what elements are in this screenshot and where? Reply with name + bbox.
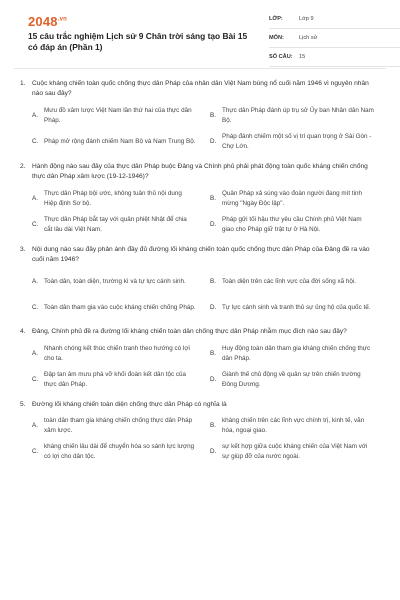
answer-letter: C. (32, 220, 39, 228)
question-number: 3. (20, 245, 26, 253)
site-logo[interactable] (28, 14, 67, 29)
answer-text: Giành thế chủ động về quân sự trên chiến trường Đông Dương. (222, 371, 361, 388)
question-text: Đảng, Chính phủ đề ra đường lối kháng chiến toàn dân chống thực dân Pháp nhằm mục đích nào sau đây? (32, 328, 347, 336)
answer-option-a[interactable] (32, 415, 202, 437)
answer-text: Toàn dân, toàn diện, trường kì và tự lực cánh sinh. (44, 277, 186, 285)
page-title: 15 câu trắc nghiệm Lịch sử 9 Chân trời sáng tạo Bài 15 có đáp án (Phần 1) (28, 31, 248, 52)
meta-info (269, 10, 400, 67)
answer-grid (32, 188, 380, 236)
answer-text: Toàn diện trên các lĩnh vực của đời sống xã hội. (222, 277, 357, 285)
answer-text: Tự lực cánh sinh và tranh thủ sự ủng hộ của quốc tế. (222, 303, 371, 311)
answer-letter: B. (210, 194, 216, 202)
answer-option-c[interactable] (32, 369, 202, 391)
answer-option-b[interactable] (210, 415, 380, 437)
meta-label: LỚP: (269, 16, 283, 22)
meta-value: Lớp 9 (299, 16, 314, 22)
answer-option-a[interactable] (32, 105, 202, 127)
question-5 (20, 400, 380, 463)
answer-text: Thực dân Pháp đánh úp trụ sở Ủy ban Nhân dân Nam Bộ. (222, 107, 374, 124)
answer-text: sự kết hợp giữa cuộc kháng chiến của Việt Nam với sự giúp đỡ của nước ngoài. (222, 443, 368, 461)
answer-letter: D. (210, 220, 217, 228)
meta-value: Lịch sử (299, 35, 318, 41)
answer-option-d[interactable] (210, 369, 380, 391)
logo-text: 2048 (28, 14, 58, 29)
question-2 (20, 162, 380, 236)
question-stem (20, 245, 380, 266)
answer-option-a[interactable] (32, 343, 202, 365)
meta-row-subject (269, 29, 400, 48)
question-stem (20, 79, 380, 100)
question-stem (20, 162, 380, 183)
answer-option-c[interactable] (32, 131, 202, 153)
answer-option-d[interactable] (210, 131, 380, 153)
answer-grid (32, 343, 380, 391)
answer-text: Đập tan âm mưu phá vỡ khối đoàn kết dân tộc của thực dân Pháp. (44, 371, 187, 388)
answer-text: Pháp mở rộng đánh chiếm Nam Bộ và Nam Trung Bộ. (44, 137, 196, 145)
answer-option-b[interactable] (210, 105, 380, 127)
answer-option-b[interactable] (210, 188, 380, 210)
answer-letter: C. (32, 448, 39, 456)
answer-text: Mưu đồ xâm lược Việt Nam lần thứ hai của thực dân Pháp. (44, 107, 192, 124)
question-1 (20, 79, 380, 153)
question-list (14, 69, 386, 463)
answer-letter: A. (32, 194, 38, 202)
answer-text: Thực dân Pháp bội ước, không tuân thủ nội dung Hiệp định Sơ bộ. (44, 189, 182, 207)
question-number: 5. (20, 400, 26, 408)
answer-text: Huy động toàn dân tham gia kháng chiến chống thực dân Pháp. (222, 345, 371, 362)
answer-option-d[interactable] (210, 214, 380, 236)
answer-text: Quân Pháp xả súng vào đoàn người đang mít tinh mừng "Ngày Độc lập". (222, 189, 362, 207)
answer-option-a[interactable] (32, 188, 202, 210)
meta-value: 15 (299, 54, 306, 60)
question-4 (20, 327, 380, 390)
answer-option-c[interactable] (32, 214, 202, 236)
answer-text: Nhanh chóng kết thúc chiến tranh theo hướng có lợi cho ta. (44, 345, 190, 362)
answer-option-b[interactable] (210, 270, 380, 292)
answer-letter: D. (210, 448, 217, 456)
answer-letter: D. (210, 137, 217, 145)
answer-text: Toàn dân tham gia vào cuộc kháng chiến chống Pháp. (44, 303, 196, 311)
answer-grid (32, 415, 380, 463)
answer-option-d[interactable] (210, 296, 380, 318)
logo-domain: .vn (57, 16, 68, 23)
answer-letter: D. (210, 303, 217, 311)
answer-letter: B. (210, 422, 216, 430)
answer-letter: B. (210, 277, 216, 285)
meta-label: SỐ CÂU: (269, 54, 293, 60)
question-number: 2. (20, 162, 26, 170)
meta-row-count (269, 48, 400, 67)
answer-option-a[interactable] (32, 270, 202, 292)
answer-text: kháng chiến lâu dài để chuyển hóa so sánh lực lượng có lợi cho dân tộc. (44, 443, 195, 461)
answer-option-c[interactable] (32, 441, 202, 463)
question-stem (20, 327, 380, 337)
answer-option-b[interactable] (210, 343, 380, 365)
answer-letter: A. (32, 277, 38, 285)
question-number: 4. (20, 328, 26, 336)
header (14, 0, 386, 62)
answer-text: toàn dân tham gia kháng chiến chống thực dân Pháp xâm lược. (44, 417, 193, 435)
meta-row-class (269, 10, 400, 29)
answer-option-d[interactable] (210, 441, 380, 463)
answer-option-c[interactable] (32, 296, 202, 318)
answer-text: kháng chiến trên các lĩnh vực chính trị, kinh tế, văn hóa, ngoại giao. (222, 417, 365, 435)
answer-letter: A. (32, 349, 38, 357)
answer-text: Pháp gửi tối hậu thư yêu cầu Chính phủ Việt Nam giao cho Pháp giữ trật tự ở Hà Nội. (222, 215, 362, 233)
answer-letter: A. (32, 111, 38, 119)
question-3 (20, 245, 380, 319)
question-text: Hành động nào sau đây của thực dân Pháp buộc Đảng và Chính phủ phải phát động toàn quốc kháng chiến chống thực dân Pháp xâm lược (19-12-1946)? (32, 162, 368, 181)
answer-letter: D. (210, 375, 217, 383)
answer-grid (32, 270, 380, 318)
answer-letter: C. (32, 375, 39, 383)
answer-grid (32, 105, 380, 153)
answer-text: Thực dân Pháp bắt tay với quân phiệt Nhật để chia cắt lâu dài Việt Nam. (44, 215, 187, 233)
question-text: Nội dung nào sau đây phản ánh đầy đủ đường lối kháng chiến toàn quốc chống thực dân Pháp của Đảng đề ra vào cuối năm 1946? (32, 245, 370, 264)
question-text: Cuộc kháng chiến toàn quốc chống thực dân Pháp của nhân dân Việt Nam bùng nổ cuối năm 1946 vì nguyên nhân nào sau đây? (32, 80, 369, 98)
answer-letter: A. (32, 422, 38, 430)
answer-letter: C. (32, 303, 39, 311)
question-stem (20, 400, 380, 410)
meta-label: MÔN: (269, 35, 284, 41)
question-number: 1. (20, 80, 26, 87)
answer-text: Pháp đánh chiếm một số vị trí quan trọng ở Sài Gòn - Chợ Lớn. (222, 133, 372, 150)
answer-letter: B. (210, 111, 216, 119)
answer-letter: B. (210, 349, 216, 357)
question-text: Đường lối kháng chiến toàn diện chống thực dân Pháp có nghĩa là (32, 400, 227, 408)
answer-letter: C. (32, 137, 39, 145)
